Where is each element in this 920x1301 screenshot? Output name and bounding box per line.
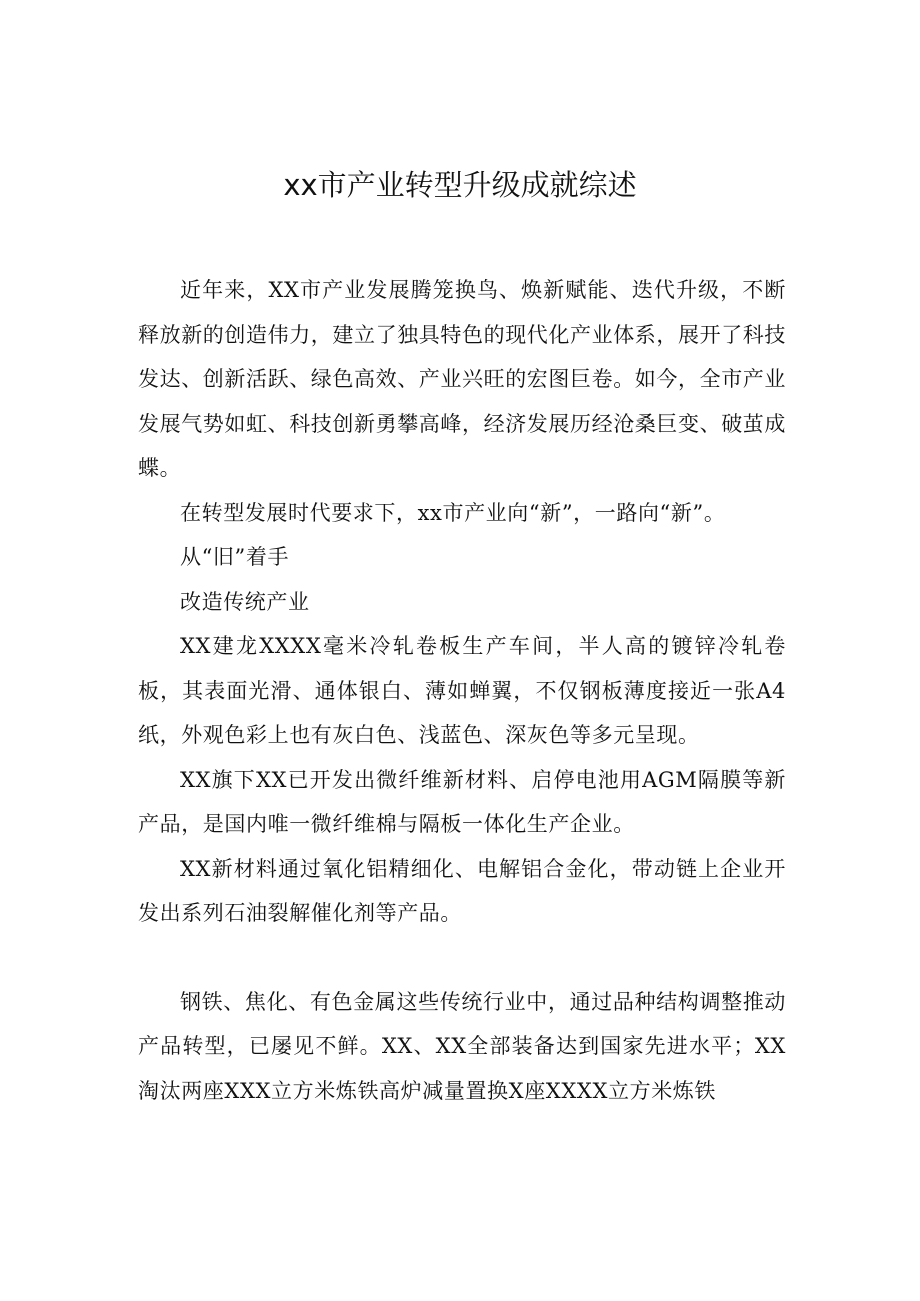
paragraph-gap (138, 936, 786, 980)
section-heading-traditional: 改造传统产业 (180, 589, 310, 614)
section-heading-old: 从“旧”着手 (180, 545, 290, 569)
paragraph-intro: 近年来，XX市产业发展腾笼换鸟、焕新赋能、迭代升级，不断释放新的创造伟力，建立了独具特色的现代化产业体系，展开了科技发达、创新活跃、绿色高效、产业兴旺的宏图巨卷。如今，全市产业发展气势如虹、科技创新勇攀高峰，经济发展历经沧桑巨变、破茧成蝶。 (138, 278, 786, 480)
document-title: xx市产业转型升级成就综述 (283, 168, 637, 202)
paragraph-microfiber: XX旗下XX已开发出微纤维新材料、启停电池用AGM隔膜等新产品，是国内唯一微纤维棉与隔板一体化生产企业。 (138, 767, 786, 836)
paragraph-cold-rolled: XX建龙XXXX毫米冷轧卷板生产车间，半人高的镀锌冷轧卷板，其表面光滑、通体银白、薄如蝉翼，不仅钢板薄度接近一张A4纸，外观色彩上也有灰白色、浅蓝色、深灰色等多元呈现。 (138, 634, 786, 747)
paragraph-new-materials: XX新材料通过氧化铝精细化、电解铝合金化，带动链上企业开发出系列石油裂解催化剂等产品。 (138, 856, 786, 925)
paragraph-steel-coking: 钢铁、焦化、有色金属这些传统行业中，通过品种结构调整推动产品转型，已屡见不鲜。XX、XX全部装备达到国家先进水平；XX淘汰两座XXX立方米炼铁高炉减量置换X座XXXX立方米炼铁 (138, 989, 786, 1103)
document-body (138, 268, 786, 1113)
paragraph-transformation: 在转型发展时代要求下，xx市产业向“新”，一路向“新”。 (180, 500, 726, 525)
